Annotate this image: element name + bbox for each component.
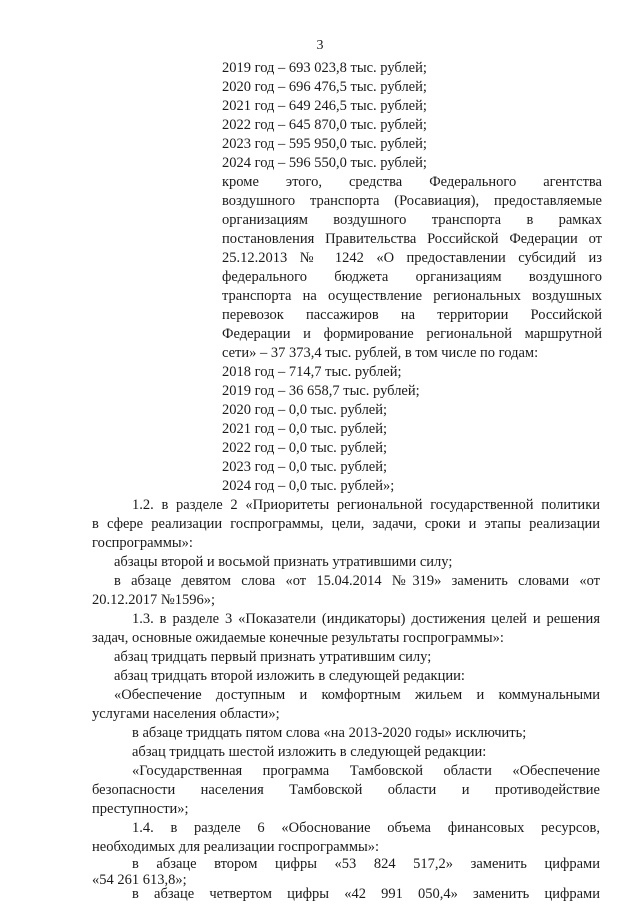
funding-year-line: 2022 год – 0,0 тыс. рублей; [222,440,388,456]
body-text-line: абзац тридцать первый признать утратившим силу; [114,649,432,665]
funding-year-line: 2019 год – 36 658,7 тыс. рублей; [222,383,420,399]
body-text-line: в абзаце втором цифры «53 824 517,2» заменить цифрами [132,856,600,872]
body-text-line: услугами населения области»; [92,706,280,722]
funding-year-line: 2022 год – 645 870,0 тыс. рублей; [222,117,427,133]
funding-year-line: 2024 год – 596 550,0 тыс. рублей; [222,155,427,171]
body-text-line: «54 261 613,8»; [92,872,187,888]
rosaviation-paragraph-line: организациям воздушного транспорта в рамках [222,212,602,228]
body-text-line: госпрограммы»: [92,535,193,551]
body-text-line: абзац тридцать шестой изложить в следующей редакции: [132,744,487,760]
page-number: 3 [316,38,324,53]
rosaviation-paragraph-line: воздушного транспорта (Росавиация), предоставляемые [222,193,602,209]
body-text-line: необходимых для реализации госпрограммы»: [92,839,380,855]
funding-year-line: 2020 год – 0,0 тыс. рублей; [222,402,388,418]
body-text-line: задач, основные ожидаемые конечные результаты госпрограммы»: [92,630,504,646]
rosaviation-paragraph-line: кроме этого, средства Федерального агентства [222,174,602,190]
funding-year-line: 2021 год – 0,0 тыс. рублей; [222,421,388,437]
funding-year-line: 2021 год – 649 246,5 тыс. рублей; [222,98,427,114]
body-text-line: преступности»; [92,801,189,817]
body-text-line: 20.12.2017 №1596»; [92,592,215,608]
body-text-line: безопасности населения Тамбовской области и противодействие [92,782,600,798]
funding-year-line: 2019 год – 693 023,8 тыс. рублей; [222,60,427,76]
rosaviation-paragraph-line: перевозок пассажиров на территории Российской [222,307,602,323]
body-text-line: в абзаце четвертом цифры «42 991 050,4» заменить цифрами [132,886,600,902]
section-1-2-heading: 1.2. в разделе 2 «Приоритеты региональной государственной политики [132,497,600,513]
funding-year-line: 2023 год – 0,0 тыс. рублей; [222,459,388,475]
section-1-4-heading: 1.4. в разделе 6 «Обоснование объема финансовых ресурсов, [132,820,600,836]
rosaviation-paragraph-line: постановления Правительства Российской Федерации от [222,231,602,247]
body-text-line: в сфере реализации госпрограммы, цели, задачи, сроки и этапы реализации [92,516,600,532]
body-text-line: абзац тридцать второй изложить в следующей редакции: [114,668,465,684]
rosaviation-paragraph-line: федерального бюджета организациям воздушного [222,269,602,285]
rosaviation-paragraph-line: 25.12.2013 № 1242 «О предоставлении субсидий из [222,250,602,266]
rosaviation-paragraph-line: сети» – 37 373,4 тыс. рублей, в том числе по годам: [222,345,539,361]
body-text-line: в абзаце девятом слова «от 15.04.2014 №319» заменить словами «от [114,573,600,589]
body-text-line: «Обеспечение доступным и комфортным жильем и коммунальными [114,687,600,703]
funding-year-line: 2024 год – 0,0 тыс. рублей»; [222,478,395,494]
rosaviation-paragraph-line: транспорта на осуществление региональных воздушных [222,288,602,304]
rosaviation-paragraph-line: Федерации и формирование региональной маршрутной [222,326,602,342]
funding-year-line: 2020 год – 696 476,5 тыс. рублей; [222,79,427,95]
funding-year-line: 2018 год – 714,7 тыс. рублей; [222,364,402,380]
body-text-line: в абзаце тридцать пятом слова «на 2013-2020 годы» исключить; [132,725,527,741]
body-text-line: «Государственная программа Тамбовской области «Обеспечение [132,763,600,779]
funding-year-line: 2023 год – 595 950,0 тыс. рублей; [222,136,427,152]
body-text-line: абзацы второй и восьмой признать утратившими силу; [114,554,453,570]
section-1-3-heading: 1.3. в разделе 3 «Показатели (индикаторы) достижения целей и решения [132,611,600,627]
